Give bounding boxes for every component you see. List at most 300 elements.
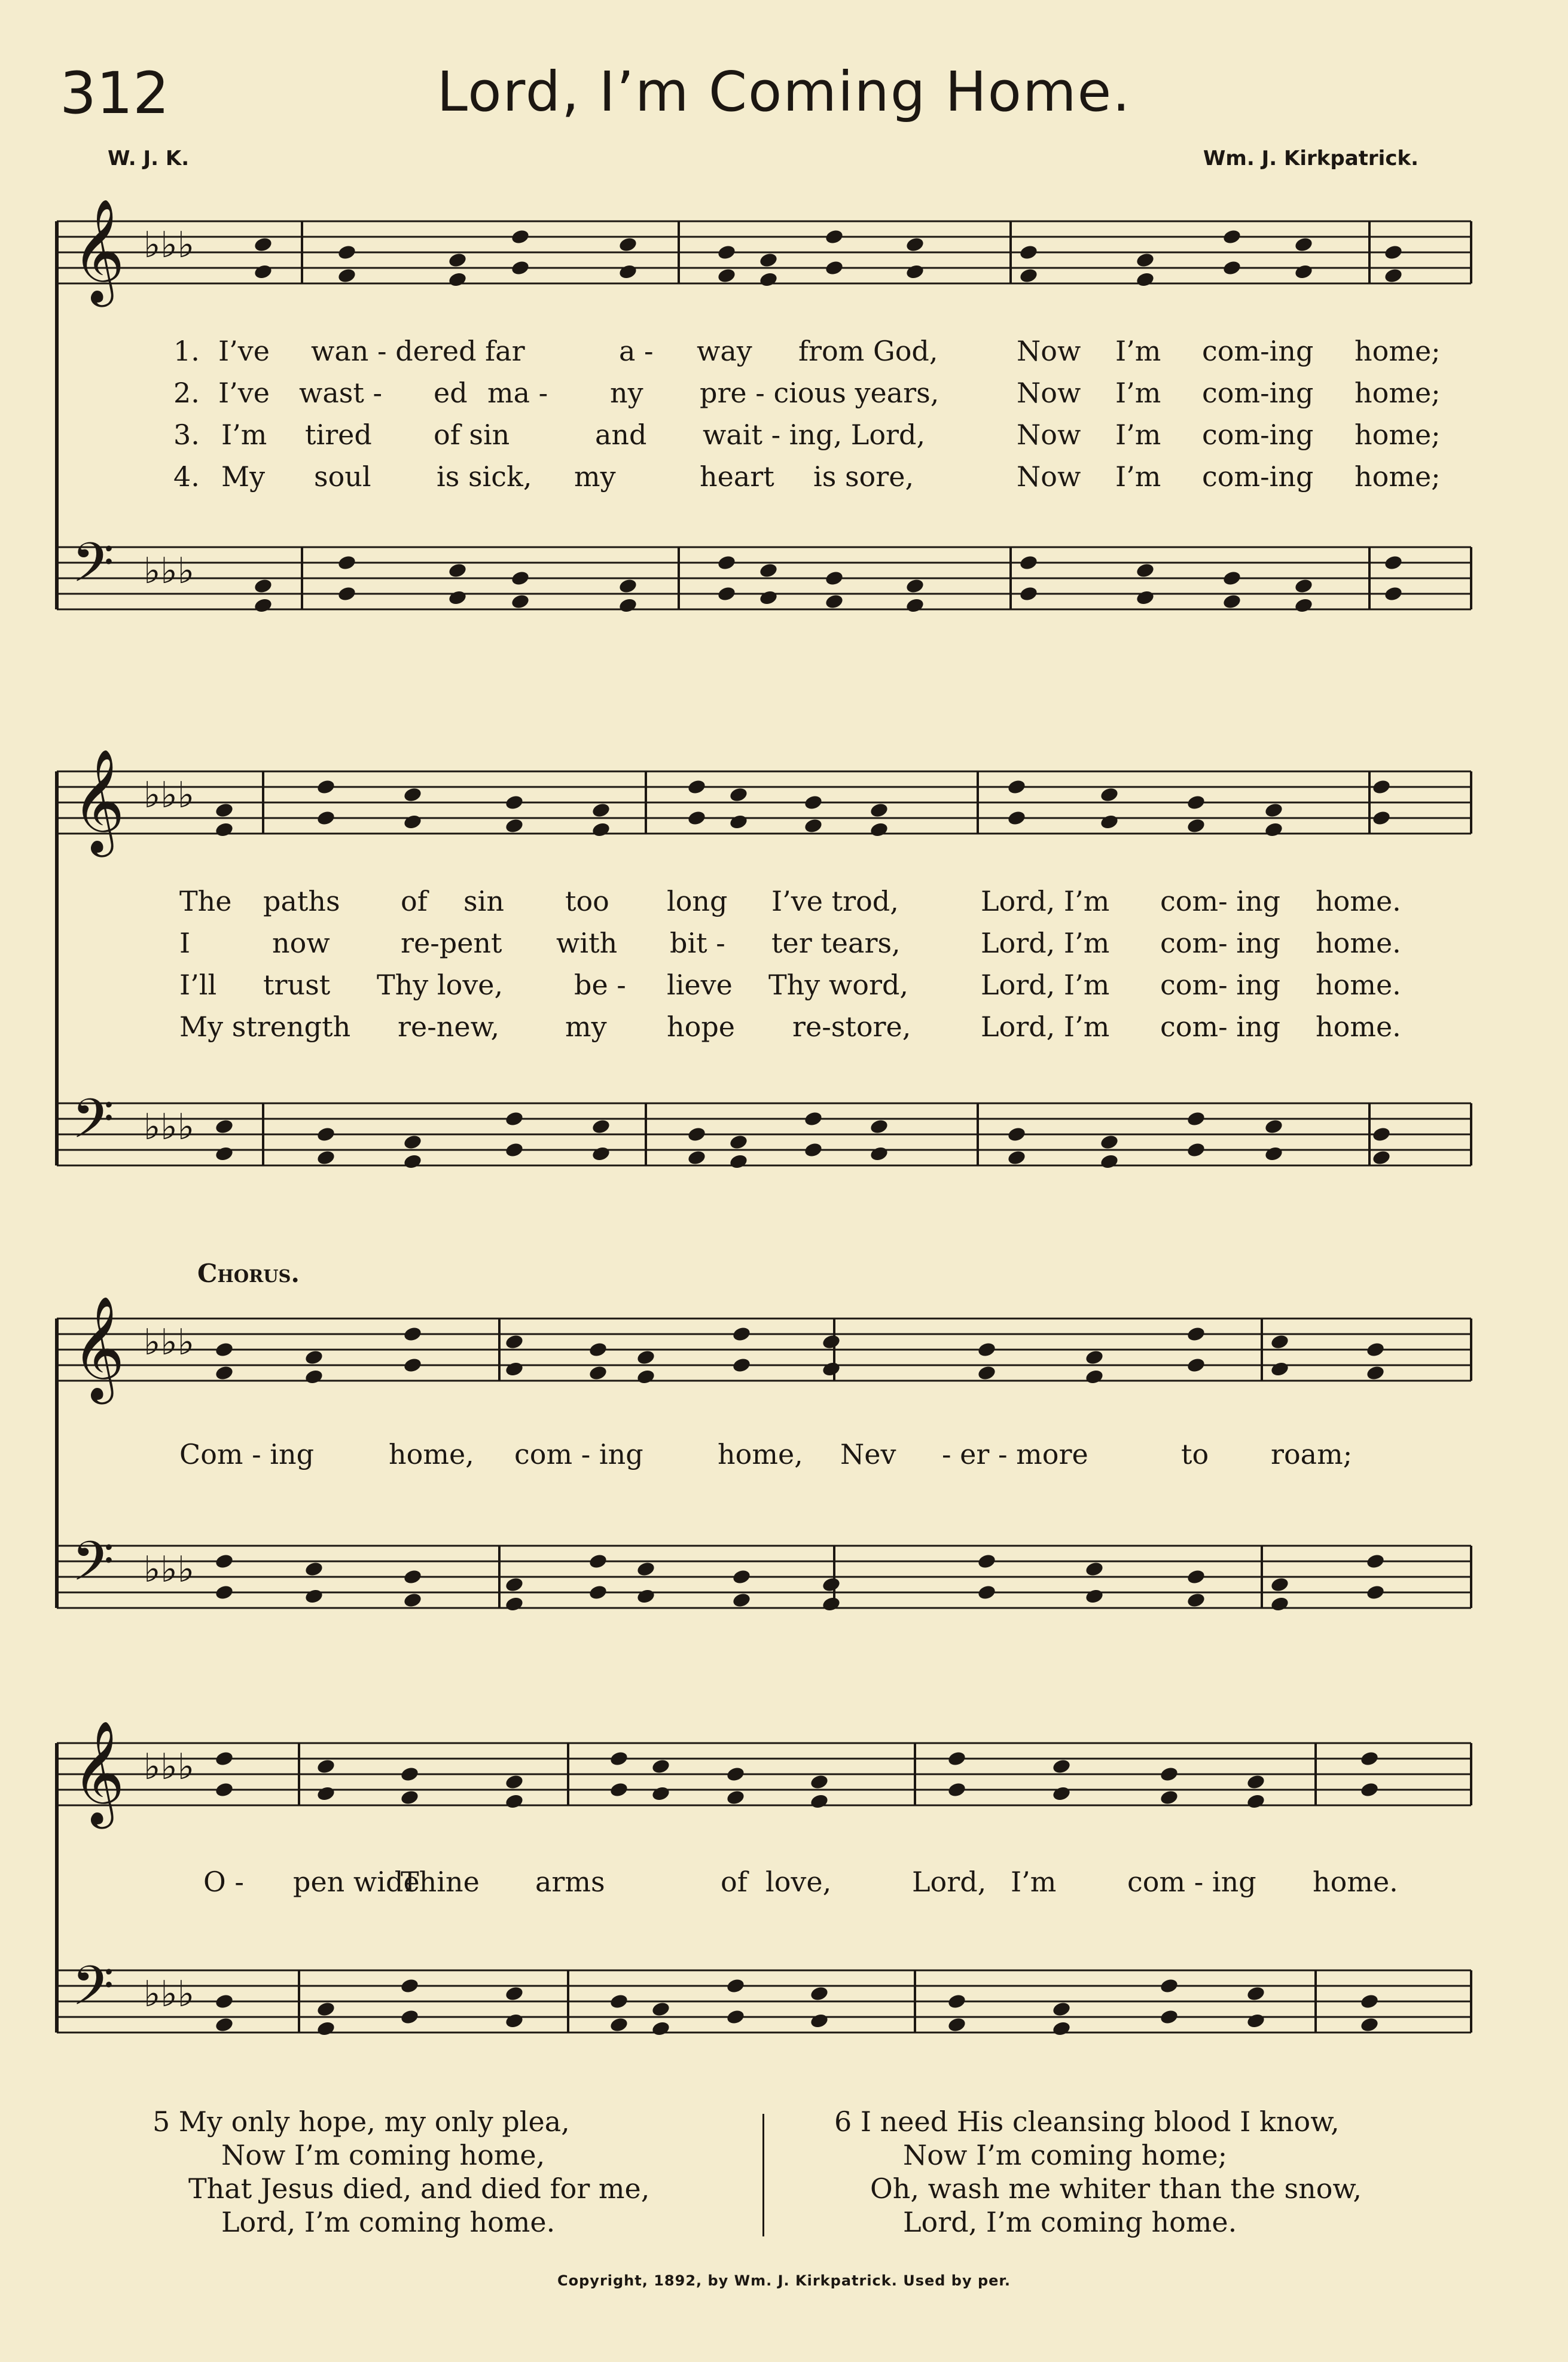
note-head — [728, 1153, 748, 1170]
lyric-syllable: and — [595, 419, 647, 451]
key-signature-icon: ♭♭♭ — [144, 1973, 194, 2015]
note-head — [1359, 1750, 1379, 1767]
lyric-syllable: com- ing — [1160, 969, 1281, 1001]
words-credit: W. J. K. — [108, 147, 190, 170]
note-head — [1365, 1365, 1385, 1381]
note-head — [1264, 821, 1283, 838]
lyric-syllable: Now — [1017, 419, 1081, 451]
lyric-syllable: of — [401, 885, 428, 917]
note-head — [1383, 585, 1403, 602]
note-head — [214, 2016, 234, 2033]
note-head — [731, 1357, 751, 1374]
note-head — [1099, 786, 1119, 803]
note-head — [1264, 1145, 1283, 1162]
lyric-syllable: The — [179, 885, 232, 917]
note-head — [316, 810, 335, 826]
note-head — [618, 578, 637, 594]
note-head — [1159, 1766, 1179, 1783]
note-head — [504, 1774, 524, 1790]
note-head — [803, 794, 823, 811]
lyric-syllable: too — [565, 885, 609, 917]
note-head — [809, 1793, 829, 1809]
lyric-syllable: my — [565, 1011, 607, 1043]
note-head — [510, 593, 530, 610]
note-head — [1051, 1785, 1071, 1802]
note-head — [725, 1789, 745, 1806]
note-head — [947, 2016, 966, 2033]
lyric-syllable: re-pent — [401, 927, 502, 959]
stanza-5-line: Lord, I’m coming home. — [221, 2206, 556, 2238]
note-head — [402, 813, 422, 830]
note-head — [402, 1134, 422, 1151]
note-head — [609, 1750, 629, 1767]
note-head — [1264, 802, 1283, 819]
lyric-syllable: Lord, I’m — [981, 1011, 1110, 1043]
note-head — [504, 794, 524, 811]
lyric-syllable: I’m — [1115, 335, 1161, 367]
note-head — [1186, 1326, 1206, 1342]
note-head — [821, 1595, 841, 1612]
note-head — [869, 802, 889, 819]
note-head — [1084, 1349, 1104, 1366]
note-head — [725, 1978, 745, 1994]
bass-clef-icon: 𝄢 — [72, 1954, 114, 2031]
note-head — [1365, 1553, 1385, 1570]
note-head — [504, 1142, 524, 1158]
lyric-syllable: now — [272, 927, 330, 959]
bass-clef-icon: 𝄢 — [72, 1087, 114, 1164]
note-head — [803, 817, 823, 834]
note-head — [869, 1145, 889, 1162]
note-head — [716, 585, 736, 602]
note-head — [947, 1993, 966, 2010]
note-head — [1270, 1576, 1289, 1593]
note-head — [1018, 585, 1038, 602]
note-head — [905, 597, 925, 614]
note-head — [1159, 1789, 1179, 1806]
note-head — [504, 1595, 524, 1612]
note-head — [504, 2012, 524, 2029]
lyric-syllable: home. — [1316, 969, 1401, 1001]
note-head — [1006, 1126, 1026, 1143]
lyric-syllable: pre - cious years, — [700, 377, 939, 409]
lyric-syllable: - er - more — [942, 1438, 1088, 1470]
stanza-5-line: Now I’m coming home, — [221, 2139, 545, 2171]
note-head — [609, 1781, 629, 1798]
note-head — [1246, 1774, 1265, 1790]
lyric-syllable: Now — [1017, 335, 1081, 367]
note-head — [869, 821, 889, 838]
note-head — [504, 1985, 524, 2002]
note-head — [636, 1561, 655, 1577]
stanza-6-line: 6 I need His cleansing blood I know, — [834, 2105, 1340, 2138]
lyric-syllable: Lord, I’m — [981, 927, 1110, 959]
note-head — [687, 1126, 706, 1143]
lyric-syllable: ma - — [487, 377, 548, 409]
lyric-syllable: com- ing — [1160, 927, 1281, 959]
stanza-5-line: That Jesus died, and died for me, — [188, 2172, 650, 2205]
note-head — [821, 1360, 841, 1377]
lyric-syllable: Lord, — [912, 1866, 987, 1898]
note-head — [651, 1785, 670, 1802]
note-head — [731, 1326, 751, 1342]
lyric-syllable: soul — [314, 460, 371, 493]
note-head — [504, 1360, 524, 1377]
lyric-syllable: wan - dered far — [311, 335, 525, 367]
note-head — [316, 779, 335, 795]
note-head — [809, 2012, 829, 2029]
note-head — [214, 1145, 234, 1162]
note-head — [636, 1368, 655, 1385]
note-head — [636, 1588, 655, 1604]
key-signature-icon: ♭♭♭ — [144, 550, 194, 592]
lyric-syllable: ed — [434, 377, 468, 409]
note-head — [1099, 1153, 1119, 1170]
lyric-syllable: com- ing — [1160, 1011, 1281, 1043]
note-head — [651, 1758, 670, 1775]
note-head — [977, 1341, 996, 1358]
note-head — [214, 1781, 234, 1798]
lyric-syllable: to — [1181, 1438, 1209, 1470]
note-head — [821, 1576, 841, 1593]
stanza-5 — [152, 2105, 649, 2239]
lyric-syllable: home. — [1316, 885, 1401, 917]
note-head — [728, 813, 748, 830]
lyric-syllable: home; — [1355, 419, 1441, 451]
note-head — [1051, 2020, 1071, 2037]
lyric-syllable: ter tears, — [771, 927, 901, 959]
note-head — [1018, 267, 1038, 284]
key-signature-icon: ♭♭♭ — [144, 224, 194, 266]
note-head — [1051, 2001, 1071, 2018]
note-head — [716, 244, 736, 261]
note-head — [618, 236, 637, 253]
note-head — [402, 1592, 422, 1609]
note-head — [687, 1149, 706, 1166]
note-head — [588, 1341, 608, 1358]
note-head — [824, 593, 844, 610]
lyric-syllable: Nev — [840, 1438, 896, 1470]
note-head — [447, 562, 467, 579]
lyric-syllable: home. — [1313, 1866, 1398, 1898]
note-head — [1099, 1134, 1119, 1151]
note-head — [1222, 570, 1241, 587]
stanza-6 — [834, 2105, 1362, 2239]
note-head — [905, 236, 925, 253]
lyric-syllable: love, — [765, 1866, 832, 1898]
note-head — [905, 263, 925, 280]
note-head — [1135, 562, 1155, 579]
note-head — [1359, 1781, 1379, 1798]
note-head — [1294, 597, 1313, 614]
note-head — [1084, 1368, 1104, 1385]
note-head — [316, 2020, 335, 2037]
note-head — [399, 1789, 419, 1806]
note-head — [1159, 2009, 1179, 2025]
note-head — [316, 1758, 335, 1775]
note-head — [1018, 244, 1038, 261]
lyric-syllable: My — [221, 460, 266, 493]
note-head — [214, 1993, 234, 2010]
note-head — [1246, 1793, 1265, 1809]
note-head — [1270, 1360, 1289, 1377]
treble-clef-icon: 𝄞 — [72, 1296, 125, 1400]
lyric-syllable: bit - — [670, 927, 725, 959]
note-head — [728, 1134, 748, 1151]
note-head — [1135, 252, 1155, 268]
note-head — [1186, 1357, 1206, 1374]
note-head — [399, 1978, 419, 1994]
note-head — [731, 1592, 751, 1609]
note-head — [504, 1110, 524, 1127]
note-head — [1270, 1595, 1289, 1612]
lyric-syllable: wast - — [299, 377, 383, 409]
note-head — [869, 1118, 889, 1135]
note-head — [304, 1588, 324, 1604]
note-head — [758, 271, 778, 288]
note-head — [1294, 578, 1313, 594]
lyric-syllable: from God, — [798, 335, 938, 367]
stanza-6-line: Oh, wash me whiter than the snow, — [870, 2172, 1362, 2205]
note-head — [1159, 1978, 1179, 1994]
note-head — [504, 817, 524, 834]
note-head — [1186, 794, 1206, 811]
note-head — [1186, 817, 1206, 834]
note-head — [1006, 810, 1026, 826]
note-head — [1186, 1592, 1206, 1609]
lyric-syllable: of sin — [434, 419, 510, 451]
note-head — [337, 244, 356, 261]
note-head — [337, 585, 356, 602]
note-head — [214, 1341, 234, 1358]
note-head — [1365, 1341, 1385, 1358]
lyric-syllable: roam; — [1271, 1438, 1353, 1470]
note-head — [510, 260, 530, 276]
lyric-syllable: of — [721, 1866, 748, 1898]
key-signature-icon: ♭♭♭ — [144, 1322, 194, 1363]
treble-clef-icon: 𝄞 — [72, 749, 125, 853]
note-head — [447, 271, 467, 288]
note-head — [1246, 2012, 1265, 2029]
lyric-syllable: I’m — [1115, 419, 1161, 451]
note-head — [1365, 1584, 1385, 1601]
note-head — [1294, 263, 1313, 280]
note-head — [716, 267, 736, 284]
note-head — [1006, 1149, 1026, 1166]
note-head — [316, 1126, 335, 1143]
note-head — [1371, 779, 1391, 795]
note-head — [304, 1349, 324, 1366]
note-head — [399, 1766, 419, 1783]
note-head — [1383, 554, 1403, 571]
lyric-syllable: Thy love, — [377, 969, 504, 1001]
lyric-syllable: I — [179, 927, 191, 959]
note-head — [1371, 1126, 1391, 1143]
note-head — [591, 1118, 611, 1135]
lyric-syllable: hope — [667, 1011, 735, 1043]
lyric-syllable: com- ing — [1160, 885, 1281, 917]
note-head — [636, 1349, 655, 1366]
note-head — [1246, 1985, 1265, 2002]
note-head — [1222, 593, 1241, 610]
stanza-6-line: Now I’m coming home; — [903, 2139, 1228, 2171]
lyric-syllable: I’m — [221, 419, 267, 451]
lyric-syllable: tired — [305, 419, 372, 451]
note-head — [304, 1561, 324, 1577]
note-head — [1371, 1149, 1391, 1166]
lyric-syllable: Lord, I’m — [981, 885, 1110, 917]
note-head — [214, 802, 234, 819]
lyric-syllable: paths — [263, 885, 340, 917]
lyric-syllable: com-ing — [1202, 419, 1314, 451]
lyric-syllable: com-ing — [1202, 335, 1314, 367]
note-head — [1051, 1758, 1071, 1775]
lyric-syllable: home, — [389, 1438, 474, 1470]
key-signature-icon: ♭♭♭ — [144, 1746, 194, 1788]
lyric-syllable: O - — [203, 1866, 244, 1898]
lyric-syllable: is sore, — [813, 460, 914, 493]
lyric-syllable: home. — [1316, 927, 1401, 959]
note-head — [316, 2001, 335, 2018]
lyric-syllable: com-ing — [1202, 377, 1314, 409]
lyric-syllable: Now — [1017, 377, 1081, 409]
note-head — [1383, 267, 1403, 284]
lyric-syllable: wait - ing, Lord, — [703, 419, 926, 451]
note-head — [687, 810, 706, 826]
note-head — [1371, 810, 1391, 826]
note-head — [947, 1781, 966, 1798]
note-head — [1018, 554, 1038, 571]
lyric-syllable: I’ve trod, — [771, 885, 899, 917]
lyric-syllable: I’m — [1115, 377, 1161, 409]
note-head — [402, 786, 422, 803]
key-signature-icon: ♭♭♭ — [144, 1549, 194, 1591]
note-head — [824, 228, 844, 245]
hymn-title: Lord, I’m Coming Home. — [437, 60, 1131, 124]
note-head — [591, 802, 611, 819]
chorus-label: Chorus. — [197, 1259, 300, 1288]
lyric-syllable: re-store, — [792, 1011, 911, 1043]
lyric-syllable: I’ll — [179, 969, 217, 1001]
lyric-syllable: home; — [1355, 377, 1441, 409]
key-signature-icon: ♭♭♭ — [144, 1106, 194, 1148]
note-head — [1084, 1588, 1104, 1604]
lyric-syllable: a - — [619, 335, 654, 367]
note-head — [591, 821, 611, 838]
lyric-syllable: home, — [718, 1438, 803, 1470]
lyric-syllable: Now — [1017, 460, 1081, 493]
note-head — [399, 2009, 419, 2025]
note-head — [758, 562, 778, 579]
note-head — [905, 578, 925, 594]
note-head — [588, 1365, 608, 1381]
note-head — [1264, 1118, 1283, 1135]
note-head — [316, 1149, 335, 1166]
note-head — [504, 1576, 524, 1593]
note-head — [1359, 2016, 1379, 2033]
copyright-notice: Copyright, 1892, by Wm. J. Kirkpatrick. Used by per. — [557, 2272, 1011, 2289]
lyric-syllable: com-ing — [1202, 460, 1314, 493]
note-head — [651, 2001, 670, 2018]
lyric-syllable: com - ing — [514, 1438, 643, 1470]
note-head — [758, 589, 778, 606]
note-head — [1099, 813, 1119, 830]
stanza-5-line: 5 My only hope, my only plea, — [152, 2105, 570, 2138]
note-head — [725, 1766, 745, 1783]
note-head — [504, 1333, 524, 1350]
note-head — [1222, 260, 1241, 276]
note-head — [447, 589, 467, 606]
music-credit: Wm. J. Kirkpatrick. — [1203, 147, 1418, 170]
treble-clef-icon: 𝄞 — [72, 199, 125, 303]
note-head — [947, 1750, 966, 1767]
note-head — [337, 267, 356, 284]
note-head — [588, 1584, 608, 1601]
note-head — [1186, 1568, 1206, 1585]
lyric-syllable: Com - ing — [179, 1438, 315, 1470]
lyric-syllable: I’m — [1115, 460, 1161, 493]
note-head — [803, 1110, 823, 1127]
lyric-syllable: 1. — [173, 335, 200, 367]
lyric-syllable: Thy word, — [768, 969, 909, 1001]
note-head — [447, 252, 467, 268]
lyric-syllable: My strength — [179, 1011, 351, 1043]
note-head — [618, 263, 637, 280]
lyric-syllable: home; — [1355, 460, 1441, 493]
treble-clef-icon: 𝄞 — [72, 1720, 125, 1824]
note-head — [824, 260, 844, 276]
note-head — [1270, 1333, 1289, 1350]
note-head — [253, 578, 273, 594]
note-head — [214, 1750, 234, 1767]
lyric-syllable: trust — [263, 969, 331, 1001]
lyric-syllable: pen wide — [293, 1866, 420, 1898]
note-head — [1135, 589, 1155, 606]
lyric-syllable: be - — [574, 969, 626, 1001]
note-head — [402, 1153, 422, 1170]
note-head — [824, 570, 844, 587]
note-head — [651, 2020, 670, 2037]
note-head — [214, 821, 234, 838]
note-head — [758, 252, 778, 268]
lyric-syllable: ny — [610, 377, 643, 409]
note-head — [214, 1553, 234, 1570]
lyric-syllable: home. — [1316, 1011, 1401, 1043]
note-head — [809, 1774, 829, 1790]
lyric-syllable: 2. — [173, 377, 200, 409]
lyric-syllable: com - ing — [1127, 1866, 1256, 1898]
note-head — [728, 786, 748, 803]
note-head — [609, 2016, 629, 2033]
lyric-syllable: I’ve — [218, 377, 270, 409]
note-head — [214, 1118, 234, 1135]
lyric-syllable: re-new, — [398, 1011, 500, 1043]
note-head — [504, 1793, 524, 1809]
note-head — [725, 2009, 745, 2025]
lyric-syllable: my — [574, 460, 616, 493]
lyric-syllable: lieve — [667, 969, 733, 1001]
stanza-6-line: Lord, I’m coming home. — [903, 2206, 1237, 2238]
note-head — [1135, 271, 1155, 288]
lyric-syllable: sin — [463, 885, 504, 917]
bass-clef-icon: 𝄢 — [72, 531, 114, 608]
note-head — [402, 1568, 422, 1585]
note-head — [618, 597, 637, 614]
note-head — [510, 228, 530, 245]
note-head — [1383, 244, 1403, 261]
note-head — [304, 1368, 324, 1385]
note-head — [803, 1142, 823, 1158]
